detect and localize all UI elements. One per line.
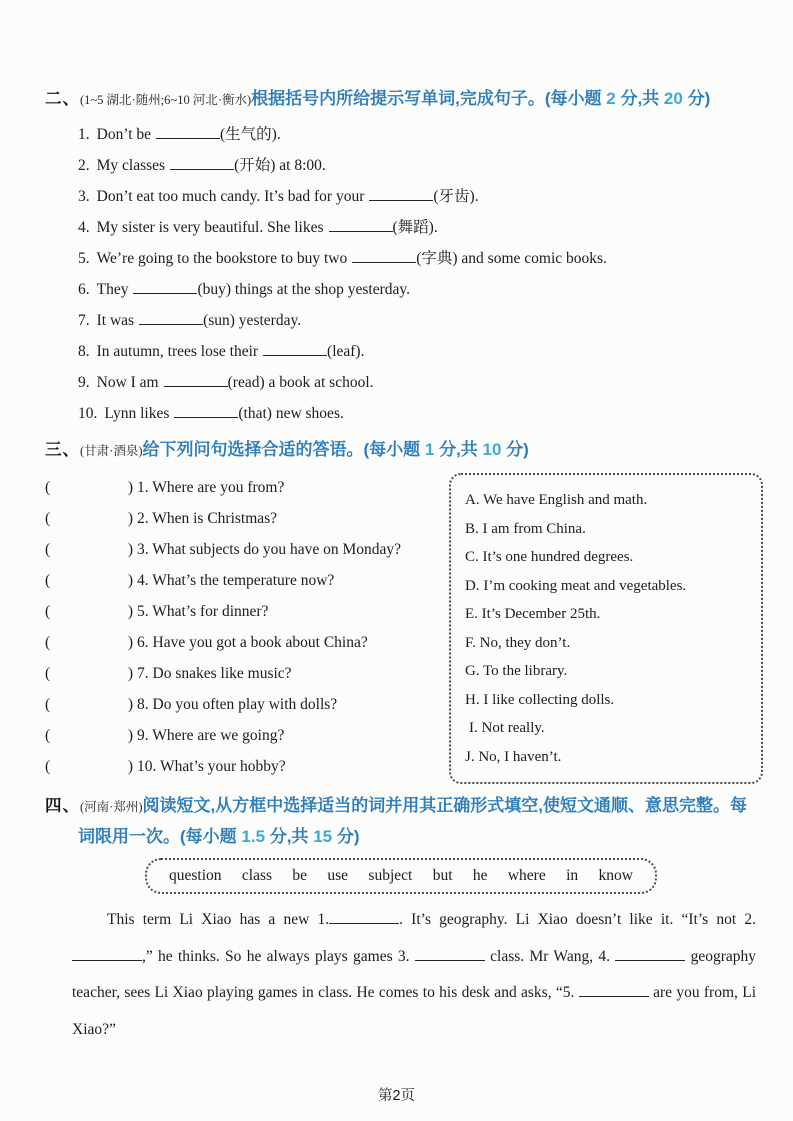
question-number: 9.	[78, 374, 90, 391]
section4-title: 阅读短文,从方框中选择适当的词并用其正确形式填空,使短文通顺、意思完整。每词限用一次。	[78, 796, 747, 846]
word-bank-word: but	[432, 867, 453, 884]
blank-number: 2.	[744, 911, 756, 928]
answer-parens	[45, 689, 133, 720]
paren-close: )	[127, 696, 133, 713]
fill-question-7	[78, 305, 761, 336]
answer-option-c: C. It’s one hundred degrees.	[465, 549, 634, 565]
question-text: My classes	[96, 157, 166, 174]
section4-score-text: 分,共	[265, 827, 314, 846]
question-hint: (舞蹈).	[392, 219, 438, 236]
word-bank-word: class	[241, 867, 273, 884]
passage-text: ,” he thinks. So he always plays games	[142, 947, 398, 965]
answer-option-h: H. I like collecting dolls.	[465, 691, 615, 708]
question-number: 8.	[78, 343, 90, 360]
section3-score-text: (每小题	[363, 440, 425, 459]
paren-open: (	[45, 634, 51, 651]
match-question-10	[45, 751, 449, 782]
question-text: 9. Where are we going?	[137, 727, 285, 744]
question-text: Lynn likes	[104, 405, 170, 422]
answer-blank	[170, 157, 234, 170]
paren-open: (	[45, 479, 51, 496]
answer-parens	[45, 472, 133, 503]
section4-source: (河南·郑州)	[80, 800, 143, 814]
question-number: 2.	[78, 157, 90, 174]
answer-blank	[329, 219, 393, 232]
section2-score	[545, 89, 710, 108]
section3-score-text: 分)	[501, 440, 529, 459]
answer-blank	[156, 126, 220, 139]
section3-header	[45, 435, 761, 466]
question-hint: (leaf).	[327, 343, 365, 360]
section2-score-text: 分)	[682, 89, 711, 108]
paren-open: (	[45, 510, 51, 527]
paren-close: )	[127, 479, 133, 496]
section2-score-points: 2	[606, 89, 616, 108]
fill-question-9	[78, 367, 761, 398]
answer-option-b: B. I am from China.	[465, 520, 586, 537]
question-text: 8. Do you often play with dolls?	[137, 696, 338, 713]
fill-question-1	[78, 119, 761, 150]
question-number: 1.	[78, 126, 90, 143]
question-number: 4.	[78, 219, 90, 236]
answer-parens	[45, 596, 133, 627]
paren-close: )	[127, 634, 133, 651]
fill-question-4	[78, 212, 761, 243]
answer-blank	[263, 343, 327, 356]
question-hint: (buy) things at the shop yesterday.	[197, 281, 410, 298]
question-text: It was	[96, 312, 135, 329]
paren-close: )	[127, 727, 133, 744]
question-hint: (字典) and some comic books.	[416, 250, 607, 267]
paren-close: )	[127, 510, 133, 527]
page-number: 第2页	[377, 1088, 416, 1104]
cloze-blank-2	[72, 948, 142, 961]
paren-open: (	[45, 665, 51, 682]
passage-text: are you from, Li Xiao?”	[72, 984, 756, 1038]
answer-options-box	[449, 473, 763, 784]
answer-option-e: E. It’s December 25th.	[465, 606, 601, 622]
section3-body	[45, 472, 761, 784]
answer-blank	[133, 281, 197, 294]
word-bank-word: be	[292, 867, 308, 884]
page-content	[45, 84, 761, 1048]
answer-parens	[45, 565, 133, 596]
question-text: Don’t be	[96, 126, 152, 143]
section4-score-text: (每小题	[180, 827, 242, 846]
word-bank-word: know	[598, 867, 633, 884]
cloze-blank-1	[329, 911, 399, 924]
answer-option-i: I. Not really.	[469, 720, 545, 736]
paren-open: (	[45, 572, 51, 589]
answer-option-d: D. I’m cooking meat and vegetables.	[465, 577, 687, 594]
cloze-blank-5	[579, 984, 649, 997]
answer-option-f: F. No, they don’t.	[465, 634, 571, 651]
fill-question-2	[78, 150, 761, 181]
answer-option-j: J. No, I haven’t.	[465, 748, 562, 765]
section2-score-total: 20	[663, 89, 683, 108]
section4-header	[45, 791, 761, 852]
paren-close: )	[127, 572, 133, 589]
question-number: 3.	[78, 188, 90, 205]
answer-parens	[45, 720, 133, 751]
paren-open: (	[45, 541, 51, 558]
section2-title: 根据括号内所给提示写单词,完成句子。	[251, 89, 545, 108]
paren-open: (	[45, 603, 51, 620]
blank-number: 4.	[598, 947, 610, 965]
question-number: 7.	[78, 312, 90, 329]
answer-blank	[369, 188, 433, 201]
section4-score-total: 15	[313, 827, 333, 846]
paren-open: (	[45, 727, 51, 744]
answer-option-g: G. To the library.	[465, 663, 568, 679]
section3-question-list	[45, 472, 449, 782]
answer-blank	[164, 374, 228, 387]
word-bank-word: where	[507, 867, 546, 884]
question-text: Don’t eat too much candy. It’s bad for your	[96, 188, 365, 205]
question-text: 10. What’s your hobby?	[137, 758, 286, 775]
section2-question-list	[78, 119, 761, 429]
blank-number: 3.	[397, 947, 410, 965]
word-bank-word: use	[327, 867, 349, 884]
cloze-blank-3	[415, 948, 485, 961]
answer-option-a: A. We have English and math.	[465, 492, 648, 508]
section2-header	[45, 84, 761, 115]
question-hint: (生气的).	[220, 126, 281, 143]
section2-score-text: 分,共	[615, 89, 664, 108]
question-text: 6. Have you got a book about China?	[137, 634, 368, 651]
section3-score-points: 1	[424, 440, 435, 459]
match-question-5	[45, 596, 449, 627]
question-text: 3. What subjects do you have on Monday?	[137, 541, 402, 558]
paren-open: (	[45, 696, 51, 713]
section4-score-text: 分)	[332, 827, 360, 846]
section3-label: 三、	[45, 441, 80, 459]
fill-question-5	[78, 243, 761, 274]
paren-close: )	[127, 665, 133, 682]
answer-blank	[139, 312, 203, 325]
section3-score	[364, 440, 529, 459]
section4-score-points: 1.5	[241, 827, 266, 846]
word-bank-word: he	[472, 867, 488, 884]
match-question-8	[45, 689, 449, 720]
question-hint: (that) new shoes.	[238, 405, 344, 422]
question-hint: (read) a book at school.	[227, 374, 374, 391]
match-question-6	[45, 627, 449, 658]
word-bank-word: in	[566, 867, 579, 884]
fill-question-6	[78, 274, 761, 305]
paren-close: )	[127, 541, 133, 558]
paren-close: )	[127, 758, 133, 775]
question-text: We’re going to the bookstore to buy two	[96, 250, 348, 267]
section3-score-text: 分,共	[434, 440, 483, 459]
fill-question-8	[78, 336, 761, 367]
section2-score-text: (每小题	[544, 89, 607, 108]
question-text: 7. Do snakes like music?	[137, 665, 292, 682]
answer-blank	[352, 250, 416, 263]
passage-text: class. Mr Wang,	[484, 947, 599, 965]
cloze-passage	[72, 902, 756, 1048]
blank-number: 5.	[562, 984, 575, 1001]
question-number: 5.	[78, 250, 90, 267]
passage-text: . It’s geography. Li Xiao doesn’t like it. “It’s not	[399, 911, 745, 928]
question-text: 4. What’s the temperature now?	[137, 572, 335, 589]
question-text: My sister is very beautiful. She likes	[96, 219, 324, 236]
match-question-1	[45, 472, 449, 503]
question-hint: (牙齿).	[433, 188, 479, 205]
section3-source: (甘肃·酒泉)	[80, 444, 143, 458]
fill-question-3	[78, 181, 761, 212]
cloze-blank-4	[615, 948, 685, 961]
question-hint: (开始) at 8:00.	[234, 157, 326, 174]
question-text: 5. What’s for dinner?	[137, 603, 269, 620]
fill-question-10	[78, 398, 761, 429]
section2-source: (1~5 湖北·随州;6~10 河北·衡水)	[80, 93, 252, 107]
word-bank-word: subject	[368, 867, 413, 884]
section4-score	[180, 827, 360, 846]
answer-parens	[45, 658, 133, 689]
answer-parens	[45, 627, 133, 658]
match-question-7	[45, 658, 449, 689]
match-question-2	[45, 503, 449, 534]
blank-number: 1.	[317, 911, 330, 928]
question-number: 10.	[78, 405, 98, 422]
passage-text: geography teacher, sees Li Xiao playing games in class. He comes to his desk and asks, “	[72, 947, 757, 1001]
question-text: Now I am	[96, 374, 159, 391]
section4-label: 四、	[45, 797, 80, 815]
question-text: 1. Where are you from?	[137, 479, 285, 496]
answer-parens	[45, 534, 133, 565]
word-bank-word: question	[169, 867, 222, 884]
answer-parens	[45, 751, 133, 782]
question-text: 2. When is Christmas?	[137, 510, 278, 527]
match-question-4	[45, 565, 449, 596]
answer-blank	[174, 405, 238, 418]
match-question-3	[45, 534, 449, 565]
word-bank-box	[145, 858, 657, 894]
passage-text: This term Li Xiao has a new	[107, 911, 318, 928]
question-text: In autumn, trees lose their	[96, 343, 259, 360]
paren-open: (	[45, 758, 51, 775]
question-text: They	[96, 281, 129, 298]
section3-score-total: 10	[482, 440, 502, 459]
match-question-9	[45, 720, 449, 751]
section2-label: 二、	[45, 90, 80, 108]
paren-close: )	[127, 603, 133, 620]
answer-parens	[45, 503, 133, 534]
question-number: 6.	[78, 281, 90, 298]
section3-title: 给下列问句选择合适的答语。	[142, 440, 364, 459]
question-hint: (sun) yesterday.	[203, 312, 302, 329]
